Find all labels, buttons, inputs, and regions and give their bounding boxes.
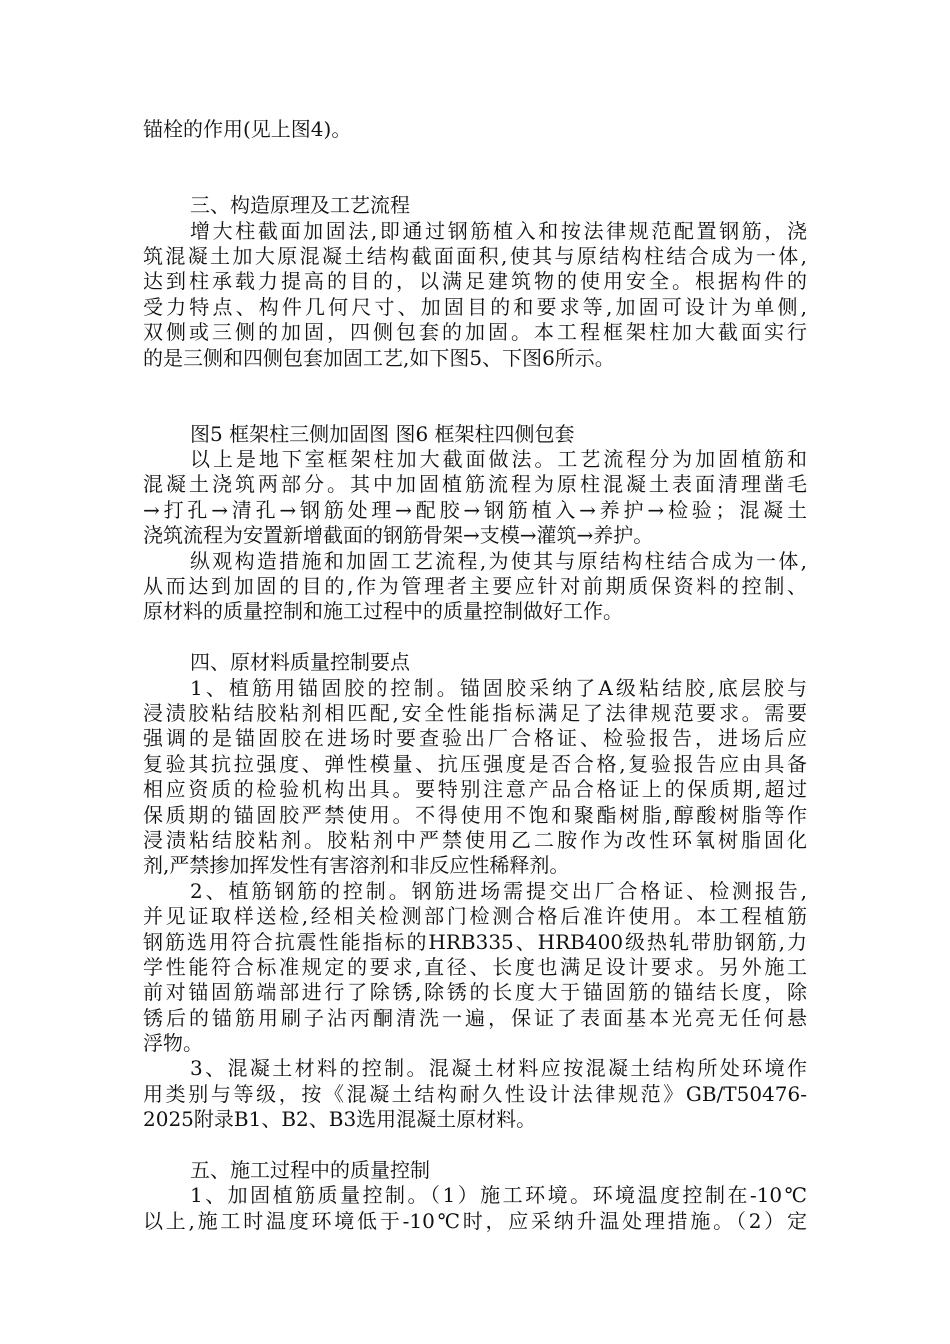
section3-p1-line: 筑混凝土加大原混凝土结构截面面积,使其与原结构柱结合成为一体, xyxy=(143,243,807,268)
spacer xyxy=(143,625,807,650)
section3-heading: 三、构造原理及工艺流程 xyxy=(190,193,410,218)
section3-p2-line: 以上是地下室框架柱加大截面做法。工艺流程分为加固植筋和 xyxy=(190,447,807,472)
section4-heading: 四、原材料质量控制要点 xyxy=(190,650,410,675)
spacer xyxy=(143,371,807,396)
section4-item1-line: 剂,严禁掺加挥发性有害溶剂和非反应性稀释剂。 xyxy=(143,853,570,878)
section5-heading: 五、施工过程中的质量控制 xyxy=(190,1158,430,1183)
section4-item2-line: 锈后的锚筋用刷子沾丙酮清洗一遍，保证了表面基本光亮无任何悬 xyxy=(143,1005,807,1030)
section3-p1-line: 达到柱承载力提高的目的，以满足建筑物的使用安全。根据构件的 xyxy=(143,269,807,294)
section4-item2-line: 钢筋选用符合抗震性能指标的HRB335、HRB400级热轧带肋钢筋,力 xyxy=(143,929,807,954)
section4-item3-line: 2025附录B1、B2、B3选用混凝土原材料。 xyxy=(143,1107,537,1132)
section4-item3-line: 用类别与等级，按《混凝土结构耐久性设计法律规范》GB/T50476- xyxy=(143,1081,807,1106)
section4-item2-line: 浮物。 xyxy=(143,1031,203,1056)
section3-p3-line: 从而达到加固的目的,作为管理者主要应针对前期质保资料的控制、 xyxy=(143,574,807,599)
section4-item2-line: 2、植筋钢筋的控制。钢筋进场需提交出厂合格证、检测报告, xyxy=(190,878,807,903)
spacer xyxy=(143,1133,807,1158)
section3-p1-line: 受力特点、构件几何尺寸、加固目的和要求等,加固可设计为单侧, xyxy=(143,294,807,319)
section3-p2-line: →打孔→清孔→钢筋处理→配胶→钢筋植入→养护→检验；混凝土 xyxy=(143,497,807,522)
section3-p2-line: 浇筑流程为安置新增截面的钢筋骨架→支模→灌筑→养护。 xyxy=(143,523,654,548)
section3-p1-line: 增大柱截面加固法,即通过钢筋植入和按法律规范配置钢筋，浇 xyxy=(190,218,807,243)
section4-item2-line: 学性能符合标准规定的要求,直径、长度也满足设计要求。另外施工 xyxy=(143,954,807,979)
document-body xyxy=(143,117,807,1234)
spacer xyxy=(143,142,807,167)
section4-item3-line: 3、混凝土材料的控制。混凝土材料应按混凝土结构所处环境作 xyxy=(190,1056,807,1081)
section5-item1-line: 1、加固植筋质量控制。（1）施工环境。环境温度控制在-10℃ xyxy=(190,1183,807,1208)
intro-line: 锚栓的作用(见上图4)。 xyxy=(143,117,352,141)
section4-item1-line: 保质期的锚固胶严禁使用。不得使用不饱和聚酯树脂,醇酸树脂等作 xyxy=(143,802,807,827)
section4-item1-line: 相应资质的检验机构出具。要特别注意产品合格证上的保质期,超过 xyxy=(143,777,807,802)
section4-item2-line: 并见证取样送检,经相关检测部门检测合格后准许使用。本工程植筋 xyxy=(143,904,807,929)
section4-item1-line: 浸渍粘结胶粘剂。胶粘剂中严禁使用乙二胺作为改性环氧树脂固化 xyxy=(143,827,807,852)
section3-p2-line: 混凝土浇筑两部分。其中加固植筋流程为原柱混凝土表面清理凿毛 xyxy=(143,472,807,497)
section3-p3-line: 原材料的质量控制和施工过程中的质量控制做好工作。 xyxy=(143,599,623,624)
section4-item1-line: 浸渍胶粘结胶粘剂相匹配,安全性能指标满足了法律规范要求。需要 xyxy=(143,700,807,725)
section4-item1-line: 复验其抗拉强度、弹性模量、抗压强度是否合格,复验报告应由具备 xyxy=(143,751,807,776)
figure-caption: 图5 框架柱三侧加固图 图6 框架柱四侧包套 xyxy=(190,421,575,446)
section3-p1-line: 的是三侧和四侧包套加固工艺,如下图5、下图6所示。 xyxy=(143,345,615,370)
section4-item2-line: 前对锚固筋端部进行了除锈,除锈的长度大于锚固筋的锚结长度，除 xyxy=(143,980,807,1005)
spacer xyxy=(143,168,807,193)
section4-item1-line: 1、植筋用锚固胶的控制。锚固胶采纳了A级粘结胶,底层胶与 xyxy=(190,675,807,700)
section3-p3-line: 纵观构造措施和加固工艺流程,为使其与原结构柱结合成为一体, xyxy=(190,548,807,573)
section4-item1-line: 强调的是锚固胶在进场时要查验出厂合格证、检验报告，进场后应 xyxy=(143,726,807,751)
spacer xyxy=(143,396,807,421)
section5-item1-line: 以上,施工时温度环境低于-10℃时，应采纳升温处理措施。（2）定 xyxy=(143,1208,807,1233)
section3-p1-line: 双侧或三侧的加固，四侧包套的加固。本工程框架柱加大截面实行 xyxy=(143,320,807,345)
